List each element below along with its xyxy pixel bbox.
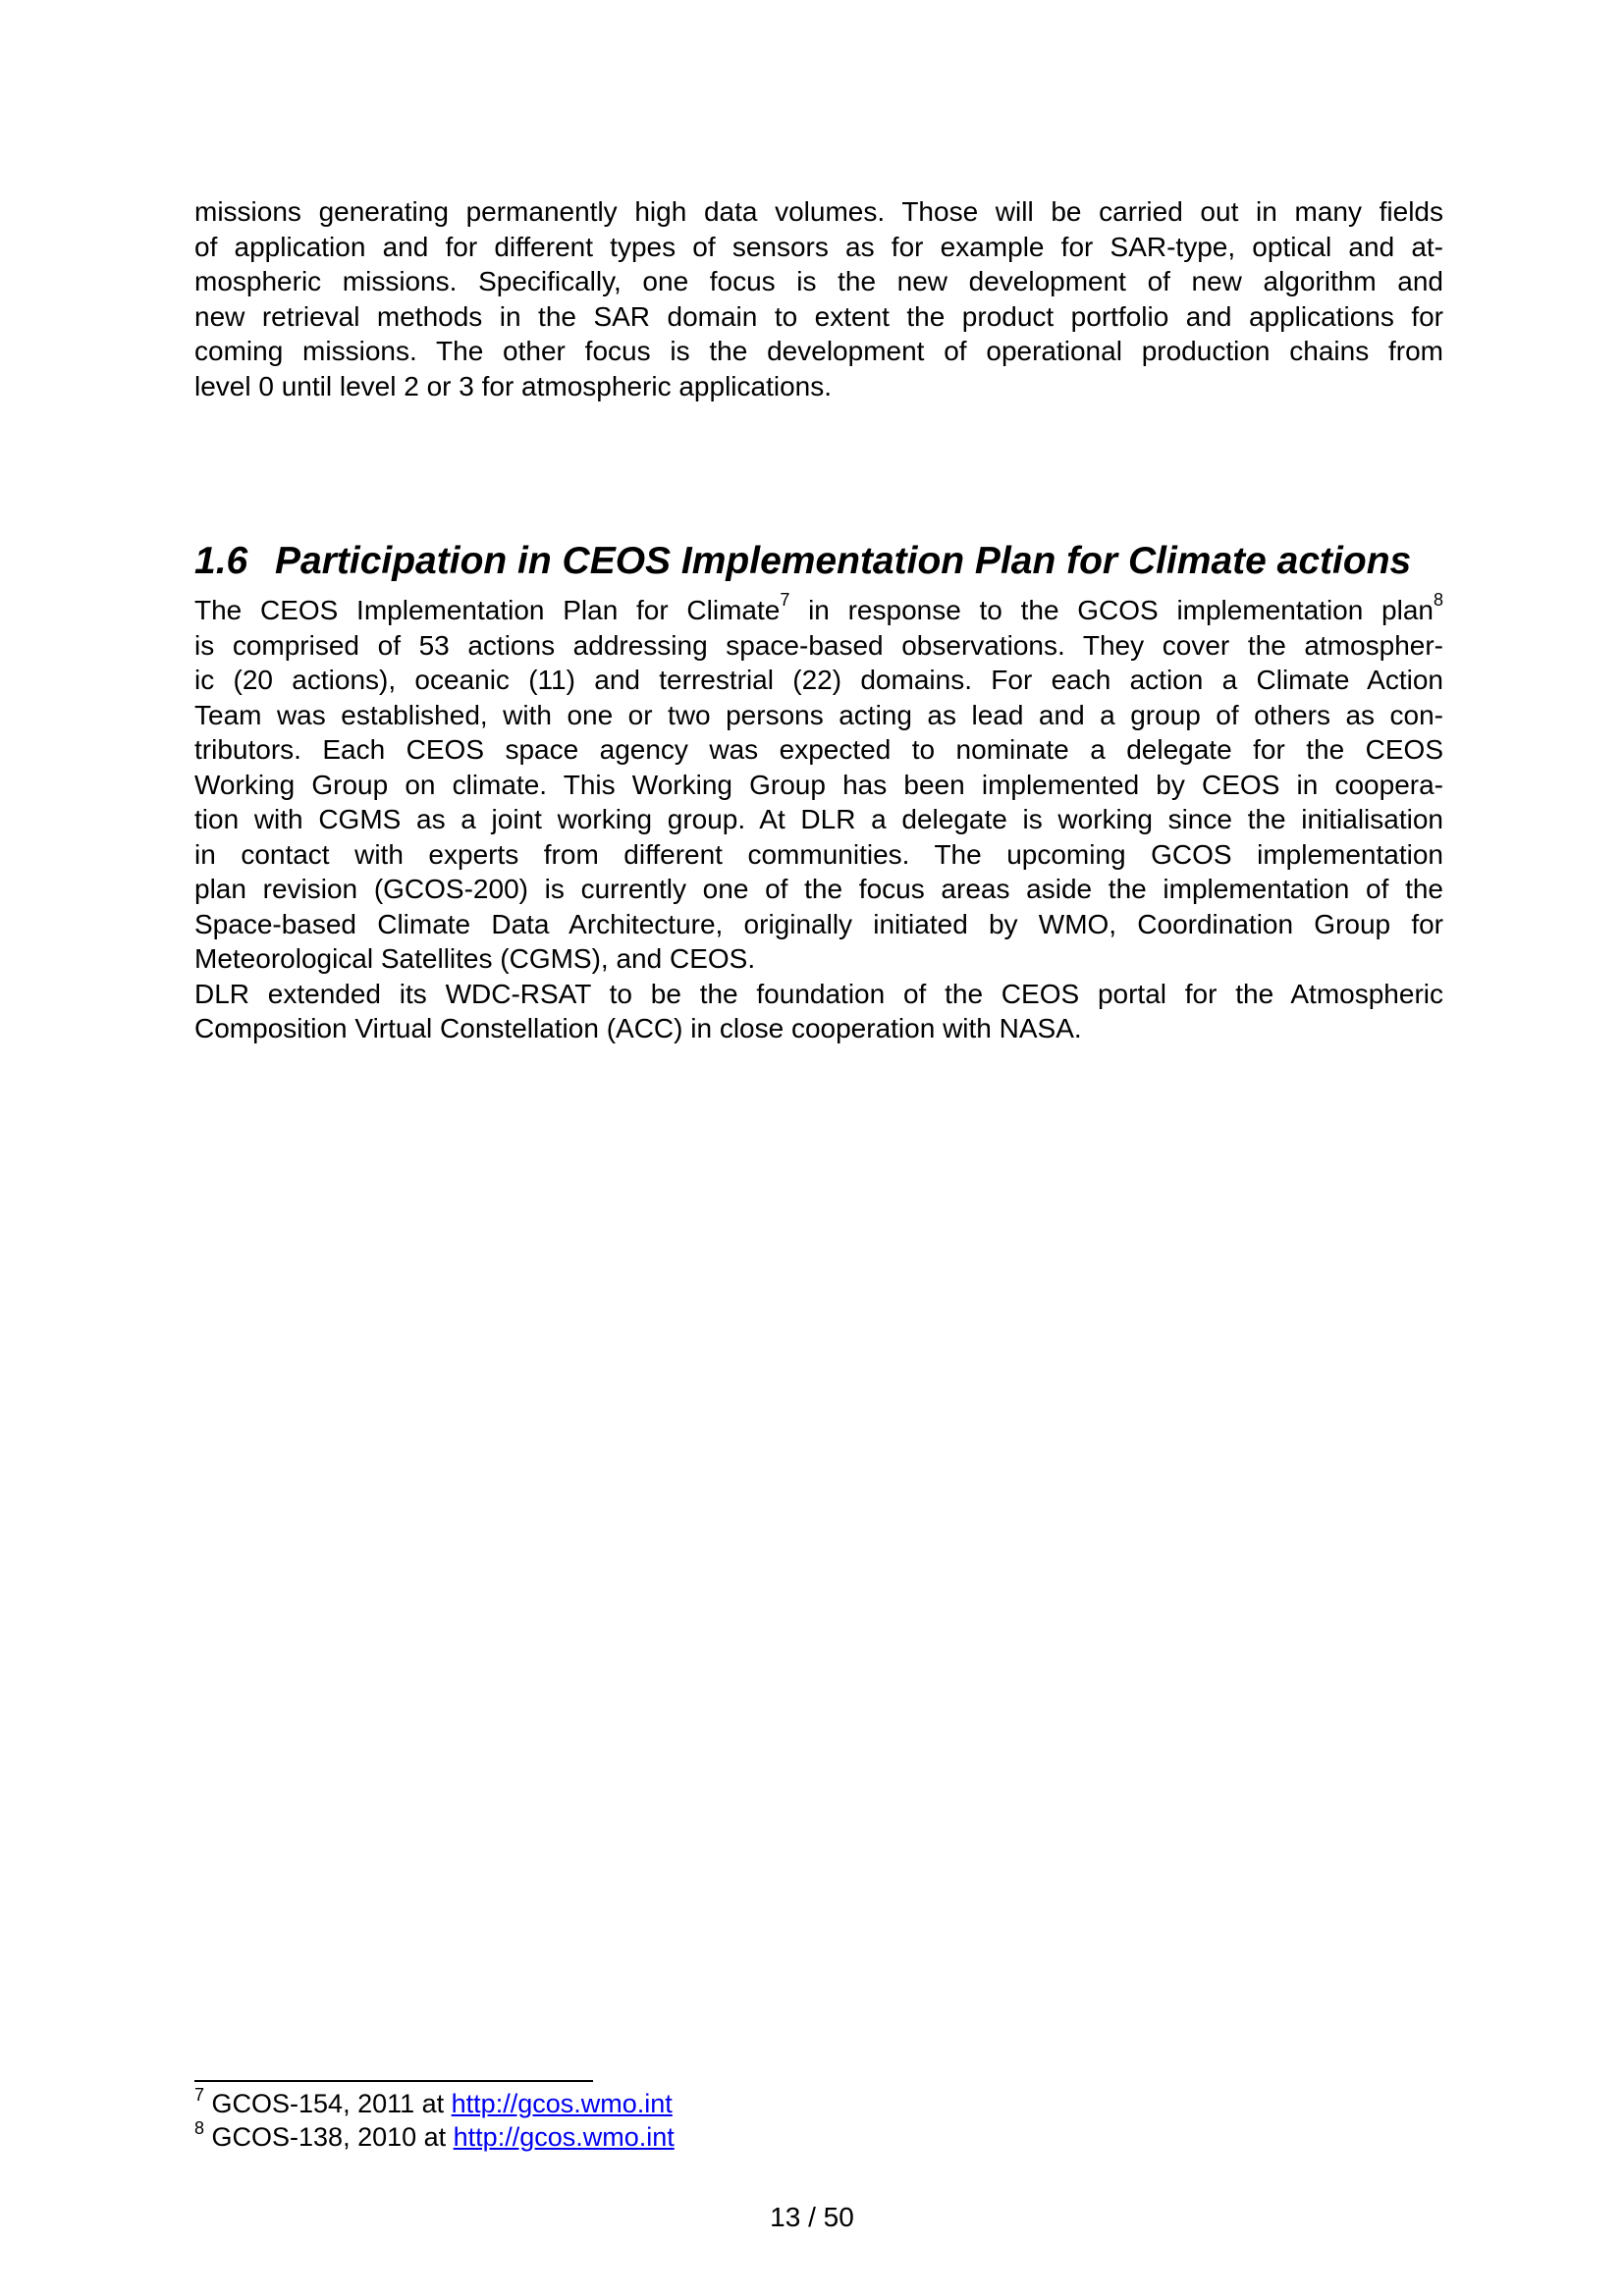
section-number: 1.6 (194, 540, 248, 582)
intro-line: level 0 until level 2 or 3 for atmospheric applications. (194, 370, 833, 401)
footnote-8 (194, 2120, 1078, 2154)
section-line (194, 589, 1443, 628)
footnotes (194, 2087, 1078, 2154)
footnote-marker: 7 (194, 2085, 205, 2105)
section-paragraph (194, 589, 1443, 1046)
footnote-ref-8[interactable]: 8 (1433, 589, 1443, 610)
section-line: Working Group on climate. This Working Group has been implemented by CEOS in coopera- (194, 769, 1443, 800)
section-line: Composition Virtual Constellation (ACC) in close cooperation with NASA. (194, 1013, 1082, 1043)
section-title: Participation in CEOS Implementation Plan for Climate actions (275, 540, 1412, 582)
footnote-link[interactable]: http://gcos.wmo.int (451, 2089, 673, 2118)
intro-line: coming missions. The other focus is the development of operational production chains from (194, 336, 1443, 366)
section-heading (194, 538, 1471, 585)
footnote-separator (194, 2080, 593, 2082)
intro-line: missions generating permanently high data volumes. Those will be carried out in many fields (194, 196, 1443, 227)
section-line: plan revision (GCOS-200) is currently one of the focus areas aside the implementation of the (194, 874, 1443, 904)
section-line: tion with CGMS as a joint working group. At DLR a delegate is working since the initialisation (194, 804, 1443, 834)
section-line: Meteorological Satellites (CGMS), and CEOS. (194, 943, 756, 974)
intro-line: mospheric missions. Specifically, one focus is the new development of new algorithm and (194, 266, 1443, 296)
section-line: Team was established, with one or two persons acting as lead and a group of others as con- (194, 699, 1443, 730)
footnote-7 (194, 2087, 1078, 2120)
footnote-text: GCOS-138, 2010 at (204, 2122, 454, 2152)
footnote-ref-7[interactable]: 7 (780, 589, 790, 610)
section-line: in contact with experts from different communities. The upcoming GCOS implementation (194, 838, 1443, 870)
footnote-marker: 8 (194, 2118, 205, 2138)
intro-line: new retrieval methods in the SAR domain to extent the product portfolio and applications for (194, 300, 1443, 332)
footnote-text: GCOS-154, 2011 at (204, 2089, 452, 2118)
section-line: is comprised of 53 actions addressing space-based observations. They cover the atmospher- (194, 629, 1443, 661)
section-line: ic (20 actions), oceanic (11) and terrestrial (22) domains. For each action a Climate Action (194, 665, 1443, 695)
section-line-text: in response to the GCOS implementation plan (789, 595, 1434, 625)
section-line: Space-based Climate Data Architecture, originally initiated by WMO, Coordination Group for (194, 908, 1443, 939)
page-number: 13 / 50 (770, 2202, 854, 2232)
footnote-link[interactable]: http://gcos.wmo.int (453, 2122, 675, 2152)
section-line-text: The CEOS Implementation Plan for Climate (194, 595, 781, 625)
intro-paragraph (194, 194, 1443, 403)
intro-line: of application and for different types of sensors as for example for SAR-type, optical and at- (194, 231, 1443, 262)
section-line: tributors. Each CEOS space agency was expected to nominate a delegate for the CEOS (194, 734, 1443, 765)
section-line: DLR extended its WDC-RSAT to be the foundation of the CEOS portal for the Atmospheric (194, 978, 1443, 1009)
